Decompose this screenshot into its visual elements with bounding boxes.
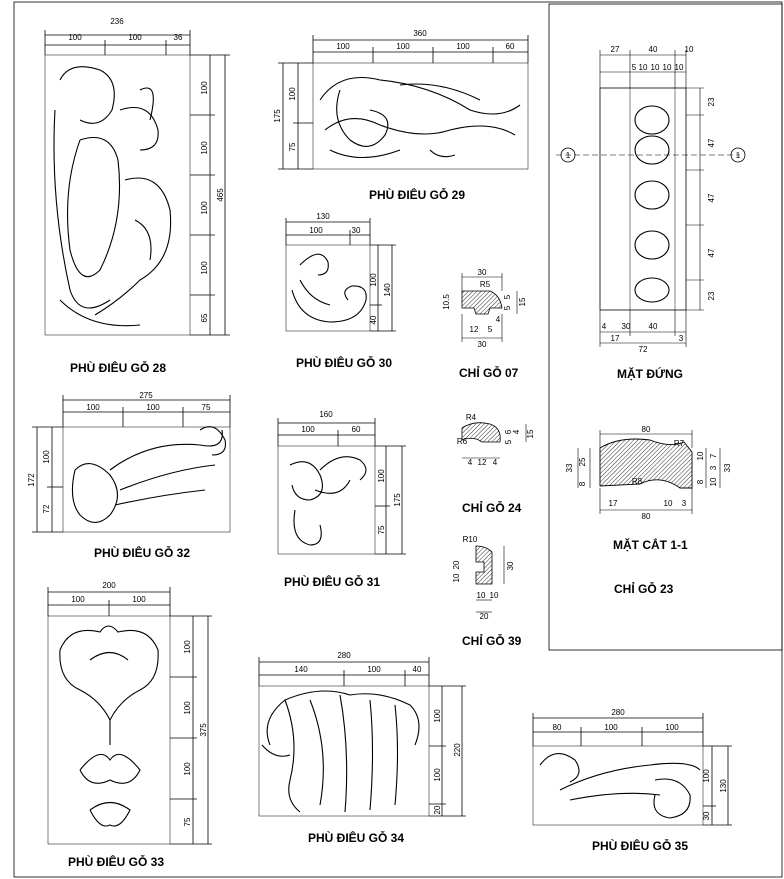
molding-24 <box>457 413 535 467</box>
relief-31 <box>278 410 406 554</box>
dim-29-h1: 100 <box>288 87 297 101</box>
dim-23e-b17: 17 <box>610 334 620 343</box>
dim-24-b3: 4 <box>492 458 498 467</box>
dim-28-total-w: 236 <box>110 17 124 26</box>
dim-33-w1: 100 <box>71 595 85 604</box>
dim-23e-s4: 10 <box>662 63 672 72</box>
dim-32-total-h: 172 <box>27 473 36 487</box>
molding-07 <box>442 268 527 349</box>
dim-34-total-h: 220 <box>453 743 462 757</box>
dim-31-h2: 75 <box>377 525 386 535</box>
caption-relief-31: PHÙ ĐIÊU GỖ 31 <box>284 575 381 589</box>
dim-23s-rr5: 8 <box>696 479 705 485</box>
caption-relief-28: PHÙ ĐIÊU GỖ 28 <box>70 361 167 375</box>
dim-29-w4: 60 <box>505 42 515 51</box>
caption-elevation: MẶT ĐỨNG <box>617 367 683 381</box>
dim-34-w1: 140 <box>294 665 308 674</box>
caption-relief-29: PHÙ ĐIÊU GỖ 29 <box>369 188 466 202</box>
dim-23e-s3: 10 <box>650 63 660 72</box>
dim-33-h1: 100 <box>183 640 192 654</box>
dim-28-total-h: 465 <box>216 188 225 202</box>
caption-relief-30: PHÙ ĐIÊU GỖ 30 <box>296 356 393 370</box>
dim-23s-r8: R8 <box>631 477 643 486</box>
dim-23e-bl: 4 <box>601 322 607 331</box>
dim-23e-b3: 3 <box>678 334 684 343</box>
dim-34-h3: 20 <box>433 805 442 815</box>
relief-32 <box>27 391 230 532</box>
relief-29 <box>273 29 528 169</box>
dim-32-w2: 100 <box>146 403 160 412</box>
dim-23e-t1: 27 <box>610 45 620 54</box>
dim-24-h: 15 <box>526 429 535 439</box>
dim-34-w2: 100 <box>367 665 381 674</box>
dim-35-h1: 100 <box>702 769 711 783</box>
dim-23e-v1: 23 <box>707 97 716 107</box>
dim-23e-t3: 10 <box>684 45 694 54</box>
dim-23e-b72: 72 <box>638 345 648 354</box>
molding-39 <box>452 535 515 621</box>
dim-28-h4: 100 <box>200 261 209 275</box>
dim-07-top: 30 <box>477 268 487 277</box>
dim-24-a: 6 <box>504 429 513 435</box>
dim-28-w1: 100 <box>68 33 82 42</box>
dim-30-w1: 100 <box>309 226 323 235</box>
dim-24-b: 4 <box>512 429 521 435</box>
relief-35 <box>533 708 732 825</box>
dim-31-total-w: 160 <box>319 410 333 419</box>
elevation-23 <box>556 45 745 354</box>
dim-39-w2: 10 <box>489 591 499 600</box>
dim-23e-v5: 23 <box>707 291 716 301</box>
dim-29-w3: 100 <box>456 42 470 51</box>
dim-23e-bm: 30 <box>621 322 631 331</box>
dim-34-total-w: 280 <box>337 651 351 660</box>
dim-34-w3: 40 <box>412 665 422 674</box>
dim-23e-s5: 10 <box>674 63 684 72</box>
dim-31-total-h: 175 <box>393 493 402 507</box>
dim-30-w2: 30 <box>351 226 361 235</box>
dim-33-h3: 100 <box>183 762 192 776</box>
dim-23s-rr2: 7 <box>709 453 718 459</box>
dim-35-total-h: 130 <box>719 779 728 793</box>
dim-30-h2: 40 <box>369 315 378 325</box>
dim-35-h2: 30 <box>702 811 711 821</box>
dim-32-h1: 100 <box>42 450 51 464</box>
dim-35-total-w: 280 <box>611 708 625 717</box>
dim-35-w1: 80 <box>552 723 562 732</box>
dim-33-h4: 75 <box>183 817 192 827</box>
dim-30-h1: 100 <box>369 273 378 287</box>
caption-relief-33: PHÙ ĐIÊU GỖ 33 <box>68 855 165 869</box>
caption-relief-34: PHÙ ĐIÊU GỖ 34 <box>308 831 405 845</box>
dim-35-w3: 100 <box>665 723 679 732</box>
dim-32-w3: 75 <box>201 403 211 412</box>
dim-33-w2: 100 <box>132 595 146 604</box>
dim-23e-b40: 40 <box>648 322 658 331</box>
dim-28-h2: 100 <box>200 141 209 155</box>
dim-35-w2: 100 <box>604 723 618 732</box>
dim-33-total-h: 375 <box>199 723 208 737</box>
dim-28-h1: 100 <box>200 81 209 95</box>
dim-24-b2: 12 <box>477 458 487 467</box>
dim-23s-b17: 17 <box>608 499 618 508</box>
dim-23s-rr3: 3 <box>709 465 718 471</box>
dim-23e-t2: 40 <box>648 45 658 54</box>
dim-23s-rr6: 10 <box>709 477 718 487</box>
dim-23e-v2: 47 <box>707 138 716 148</box>
dim-33-total-w: 200 <box>102 581 116 590</box>
dim-31-h1: 100 <box>377 469 386 483</box>
dim-23s-b10: 10 <box>663 499 673 508</box>
dim-28-w2: 100 <box>128 33 142 42</box>
dim-07-n1: 4 <box>495 315 501 324</box>
dim-24-b1: 4 <box>467 458 473 467</box>
relief-34 <box>259 651 466 816</box>
caption-relief-32: PHÙ ĐIÊU GỖ 32 <box>94 546 191 560</box>
dim-23s-l1: 33 <box>565 463 574 473</box>
dim-23s-top: 80 <box>641 425 651 434</box>
dim-39-w1: 10 <box>476 591 486 600</box>
dim-32-h2: 72 <box>42 504 51 514</box>
dim-07-r2: 5 <box>503 305 512 311</box>
dim-29-w2: 100 <box>396 42 410 51</box>
relief-33 <box>48 581 212 844</box>
right-panel-frame <box>549 4 782 650</box>
dim-29-total-w: 360 <box>413 29 427 38</box>
dim-32-w1: 100 <box>86 403 100 412</box>
dim-23e-v4: 47 <box>707 248 716 258</box>
dim-23s-r: R7 <box>673 439 685 448</box>
dim-31-w1: 100 <box>301 425 315 434</box>
dim-07-b1: 12 <box>469 325 479 334</box>
dim-23e-v3: 47 <box>707 193 716 203</box>
dim-29-h2: 75 <box>288 142 297 152</box>
dim-28-w3: 36 <box>173 33 183 42</box>
dim-30-total-w: 130 <box>316 212 330 221</box>
relief-30 <box>286 212 396 331</box>
section-marker-right-label: 1 <box>735 151 741 160</box>
dim-39-h: 30 <box>506 561 515 571</box>
dim-07-l: 10.5 <box>442 294 451 310</box>
caption-molding-07: CHỈ GỖ 07 <box>459 366 519 380</box>
dim-24-c: 5 <box>504 439 513 445</box>
dim-39-b: 10 <box>452 573 461 583</box>
dim-34-h1: 100 <box>433 709 442 723</box>
section-marker-left-label: 1 <box>565 151 571 160</box>
caption-molding-24: CHỈ GỖ 24 <box>462 501 522 515</box>
dim-39-a: 20 <box>452 560 461 570</box>
dim-31-w2: 60 <box>351 425 361 434</box>
dim-24-r2: R6 <box>456 437 468 446</box>
dim-33-h2: 100 <box>183 701 192 715</box>
dim-39-r: R10 <box>462 535 478 544</box>
dim-23s-rr1: 10 <box>696 451 705 461</box>
dim-28-h3: 100 <box>200 201 209 215</box>
dim-23s-rr4: 33 <box>723 463 732 473</box>
dim-23s-b3: 3 <box>681 499 687 508</box>
dim-28-h5: 65 <box>200 313 209 323</box>
dim-23s-l2: 25 <box>578 457 587 467</box>
dim-23s-l3: 8 <box>578 481 587 487</box>
dim-24-r1: R4 <box>465 413 477 422</box>
dim-32-total-w: 275 <box>139 391 153 400</box>
dim-39-w: 20 <box>479 612 489 621</box>
caption-molding-39: CHỈ GỖ 39 <box>462 634 522 648</box>
dim-07-b2: 5 <box>487 325 493 334</box>
relief-28 <box>45 17 230 335</box>
dim-07-rad: R5 <box>479 280 491 289</box>
dim-34-h2: 100 <box>433 768 442 782</box>
dim-23e-s1: 5 <box>631 63 637 72</box>
dim-29-total-h: 175 <box>273 109 282 123</box>
dim-07-r1: 5 <box>503 294 512 300</box>
dim-07-r3: 15 <box>518 297 527 307</box>
section-23 <box>565 425 732 521</box>
caption-section-1-1: MẶT CẮT 1-1 <box>613 538 688 552</box>
dim-29-w1: 100 <box>336 42 350 51</box>
caption-relief-35: PHÙ ĐIÊU GỖ 35 <box>592 839 689 853</box>
dim-23e-s2: 10 <box>638 63 648 72</box>
caption-molding-23: CHỈ GỖ 23 <box>614 582 674 596</box>
dim-23s-b80: 80 <box>641 512 651 521</box>
dim-30-total-h: 140 <box>383 283 392 297</box>
dim-07-bottom: 30 <box>477 340 487 349</box>
